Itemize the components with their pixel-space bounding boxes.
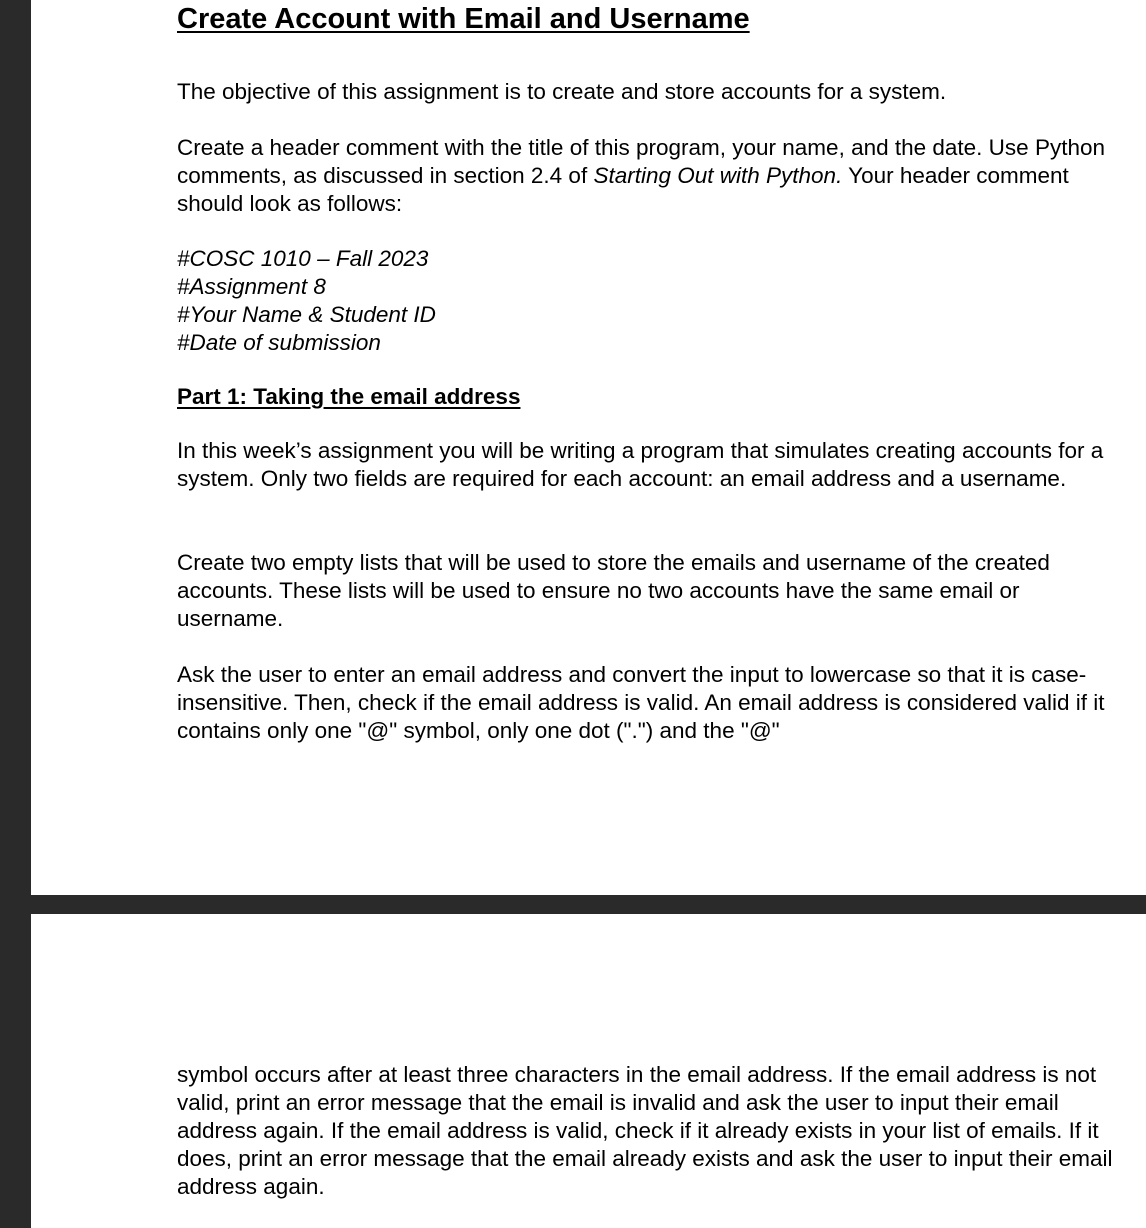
document-title: Create Account with Email and Username [177, 3, 750, 35]
header-comment-line: #Date of submission [177, 330, 381, 355]
header-comment-line: #COSC 1010 – Fall 2023 [177, 246, 429, 271]
book-title: Starting Out with Python. [593, 163, 843, 188]
header-comment-line: #Your Name & Student ID [177, 302, 436, 327]
part1-paragraph: Ask the user to enter an email address and convert the input to lowercase so that it is case-insensitive. Then, check if the email address is valid. An email address is considered valid if it contains only one "@" symbol, only one dot (".") and the "@" [177, 662, 1105, 743]
document-page-2 [31, 914, 1146, 1228]
part1-paragraph: Create two empty lists that will be used to store the emails and username of the created accounts. These lists will be used to ensure no two accounts have the same email or username. [177, 550, 1050, 631]
objective-paragraph: The objective of this assignment is to create and store accounts for a system. [177, 79, 947, 104]
header-instructions-text-before: Create a header comment with the title of this program, your name, and the date. Use Python comments, as discussed in section 2.4 of [177, 135, 1105, 188]
header-instructions-paragraph [177, 134, 1132, 218]
part1-heading: Part 1: Taking the email address [177, 384, 521, 409]
document-page-1 [31, 0, 1146, 895]
header-instructions-text-after: Your header comment should look as follows: [177, 163, 1069, 216]
part1-paragraph: In this week’s assignment you will be writing a program that simulates creating accounts for a system. Only two fields are required for each account: an email address and a username. [177, 438, 1104, 491]
part1-continuation-paragraph: symbol occurs after at least three characters in the email address. If the email address is not valid, print an error message that the email is invalid and ask the user to input their email address again. If the email address is valid, check if it already exists in your list of emails. If it does, print an error message that the email already exists and ask the user to input their email address again. [177, 1062, 1113, 1199]
header-comment-line: #Assignment 8 [177, 274, 326, 299]
